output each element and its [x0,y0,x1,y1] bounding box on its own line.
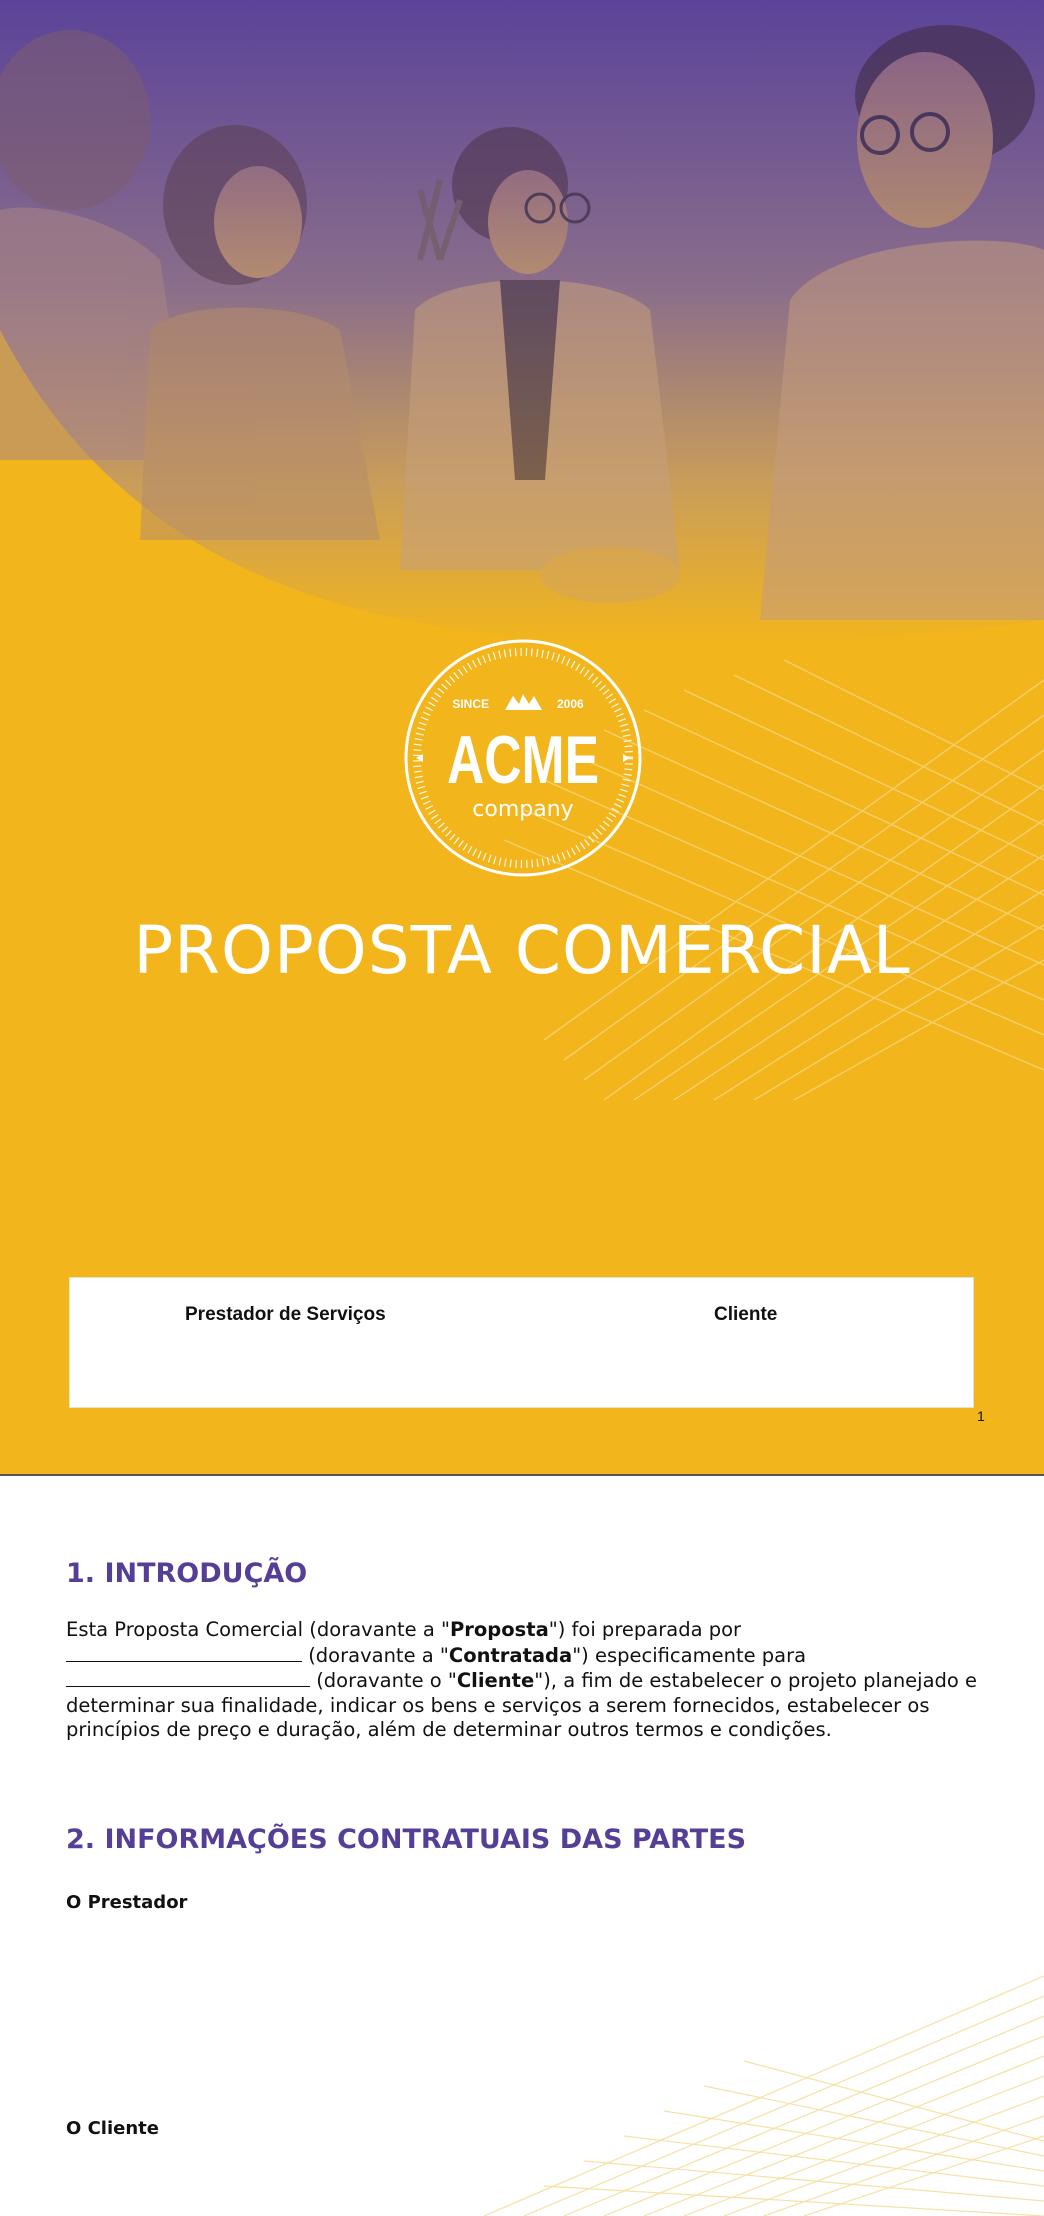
client-name-blank[interactable] [66,1668,310,1687]
client-label: Cliente [714,1304,778,1325]
section-introduction-title: 1. INTRODUÇÃO [66,1558,308,1589]
client-subheading: O Cliente [66,2118,159,2139]
page-number: 1 [977,1408,985,1424]
acme-company-logo [403,638,643,878]
parties-box [69,1277,974,1408]
svg-text:SINCE: SINCE [452,697,489,711]
cover-title: PROPOSTA COMERCIAL [133,912,911,989]
provider-label: Prestador de Serviços [185,1304,386,1325]
hero-image [0,0,1044,660]
provider-name-blank[interactable] [66,1643,302,1662]
decorative-line-pattern [484,1936,1044,2216]
mountain-icon [505,694,542,710]
introduction-paragraph: Esta Proposta Comercial (doravante a "Proposta") foi preparada por (doravante a "Contratada") especificamente para (doravante o "Cliente"), a fim de estabelecer o projeto planejado e determinar sua finalidade, indicar os bens e serviços a serem fornecidos, estabelecer os princípios de preço e duração, além de determinar outros termos e condições. [66,1618,978,1741]
section-contract-parties-title: 2. INFORMAÇÕES CONTRATUAIS DAS PARTES [66,1824,747,1855]
svg-text:company: company [472,797,574,822]
page-two [0,1476,1044,2216]
provider-subheading: O Prestador [66,1892,188,1913]
svg-text:ACME: ACME [447,722,599,798]
svg-text:2006: 2006 [557,697,584,711]
